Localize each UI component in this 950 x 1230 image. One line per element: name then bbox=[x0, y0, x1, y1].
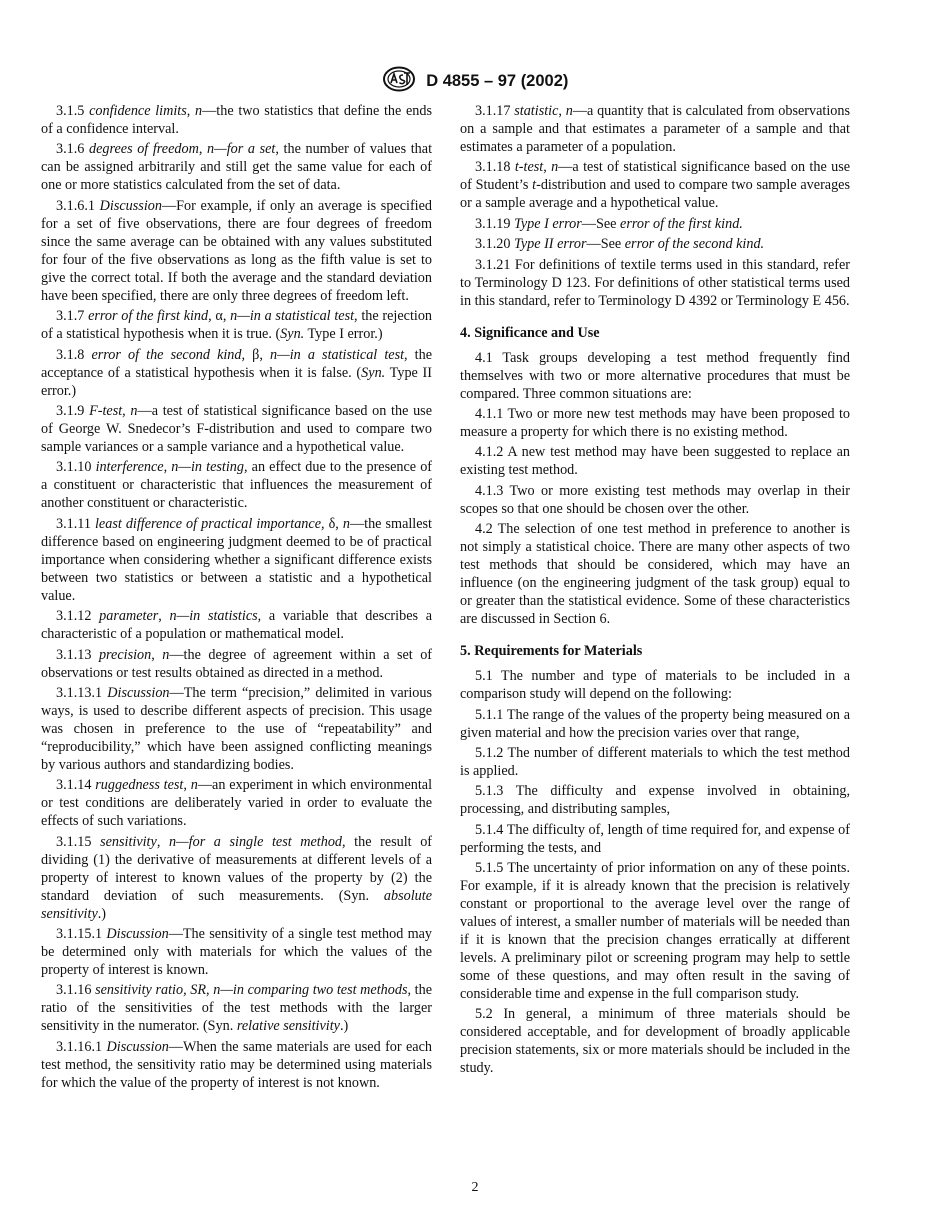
left-column bbox=[41, 102, 432, 1094]
paragraph: 3.1.6 degrees of freedom, n—for a set, the number of values that can be assigned arbitrarily and still get the same value for each of one or more statistics calculated from the set of data. bbox=[41, 141, 433, 194]
paragraph: 3.1.8 error of the second kind, β, n—in a statistical test, the acceptance of a statistical hypothesis when it is false. (Syn. Type II error.) bbox=[41, 346, 433, 399]
paragraph: 4.1.3 Two or more existing test methods may overlap in their scopes so that one should be chosen over the other. bbox=[460, 482, 850, 517]
paragraph: 3.1.6.1 Discussion—For example, if only an average is specified for a set of five observations, there are four degrees of freedom since the same average can be obtained with any values substituted for four of the five observations as long as the fifth value is set to give the correct total. If both the average and the standard deviation have been specified, there are only three degrees of freedom left. bbox=[41, 197, 433, 304]
astm-logo-icon bbox=[382, 66, 416, 97]
section-heading: 4. Significance and Use bbox=[460, 324, 600, 341]
paragraph: 5.2 In general, a minimum of three materials should be considered acceptable, and for development of broadly applicable precision statements, six or more materials should be included in the study. bbox=[460, 1006, 850, 1077]
paragraph: 3.1.21 For definitions of textile terms used in this standard, refer to Terminology D 123. For definitions of other statistical terms used in this standard, refer to Terminology D 4392 or Terminology E 456. bbox=[460, 256, 850, 309]
paragraph: 3.1.14 ruggedness test, n—an experiment in which environmental or test conditions are deliberately varied in order to evaluate the effects of such variations. bbox=[41, 777, 433, 830]
paragraph: 5.1.4 The difficulty of, length of time required for, and expense of performing the tests, and bbox=[460, 821, 850, 856]
paragraph: 5.1.1 The range of the values of the property being measured on a given material and how the precision varies over that range, bbox=[460, 706, 850, 741]
section-heading: 5. Requirements for Materials bbox=[460, 643, 643, 660]
paragraph: 3.1.10 interference, n—in testing, an effect due to the presence of a constituent or characteristic that influences the measurement of another constituent or characteristic. bbox=[41, 459, 433, 512]
paragraph: 4.1.2 A new test method may have been suggested to replace an existing test method. bbox=[460, 444, 850, 479]
paragraph: 3.1.18 t-test, n—a test of statistical significance based on the use of Student’s t-distribution and used to compare two sample averages or a sample average and a hypothetical value. bbox=[460, 159, 851, 212]
paragraph: 4.1.1 Two or more new test methods may have been proposed to measure a property for which there is no existing method. bbox=[460, 405, 850, 440]
paragraph: 5.1.5 The uncertainty of prior information on any of these points. For example, if it is already known that the precision is relatively constant or proportional to the average level over the range of values of interest, a smaller number of materials will be needed than if it is known that the precision changes erratically at different levels. A preliminary pilot or screening program may help to settle some of these questions, and may often result in the saving of considerable time and expense in the full comparison study. bbox=[460, 860, 850, 1003]
paragraph: 3.1.13 precision, n—the degree of agreement within a set of observations or test results obtained as directed in a method. bbox=[41, 646, 433, 681]
paragraph: 4.1 Task groups developing a test method frequently find themselves with two or more alternative procedures that must be compared. Three common situations are: bbox=[460, 349, 850, 402]
paragraph: 3.1.16.1 Discussion—When the same materials are used for each test method, the sensitivity ratio may be determined using materials for which the value of the property of interest is not known. bbox=[41, 1038, 432, 1091]
page-header bbox=[0, 66, 950, 97]
paragraph: 4.2 The selection of one test method in preference to another is not simply a statistical choice. There are many other aspects of two test methods that should be considered, which may have an influence (on the engineering judgment of the task group) equal to or greater than the statistical evidence. Some of these characteristics are discussed in Section 6. bbox=[460, 521, 850, 628]
right-column bbox=[460, 102, 850, 1080]
document-designation: D 4855 – 97 (2002) bbox=[426, 72, 569, 90]
paragraph: 3.1.16 sensitivity ratio, SR, n—in comparing two test methods, the ratio of the sensitivities of the test methods with the larger sensitivity in the numerator. (Syn. relative sensitivity.) bbox=[41, 982, 433, 1035]
paragraph: 3.1.13.1 Discussion—The term “precision,” delimited in various ways, is used to describe different aspects of precision. This usage was chosen in preference to the use of “repeatability” and “reproducibility,” which have been assigned conflicting meanings by various authors and standardizing bodies. bbox=[41, 684, 432, 773]
paragraph: 3.1.20 Type II error—See error of the second kind. bbox=[475, 236, 765, 253]
page-number: 2 bbox=[471, 1180, 479, 1195]
paragraph: 3.1.9 F-test, n—a test of statistical significance based on the use of George W. Snedecor’s F-distribution and used to compare two sample variances or a sample variance and a hypothetical value. bbox=[41, 402, 432, 455]
paragraph: 3.1.19 Type I error—See error of the first kind. bbox=[475, 215, 743, 232]
paragraph: 3.1.11 least difference of practical importance, δ, n—the smallest difference based on engineering judgment deemed to be of practical importance when considering whether a significant difference exists between two statistics or between a statistic and a hypothetical value. bbox=[41, 515, 433, 604]
paragraph: 3.1.12 parameter, n—in statistics, a variable that describes a characteristic of a population or mathematical model. bbox=[41, 608, 433, 643]
paragraph: 5.1 The number and type of materials to be included in a comparison study will depend on the following: bbox=[460, 668, 850, 703]
paragraph: 5.1.2 The number of different materials to which the test method is applied. bbox=[460, 744, 850, 779]
paragraph: 3.1.7 error of the first kind, α, n—in a statistical test, the rejection of a statistical hypothesis when it is true. (Syn. Type I error.) bbox=[41, 308, 433, 343]
paragraph: 3.1.17 statistic, n—a quantity that is calculated from observations on a sample and that estimates a parameter of a sample and that estimates a parameter of a population. bbox=[460, 103, 851, 155]
paragraph: 5.1.3 The difficulty and expense involved in obtaining, processing, and distributing samples, bbox=[460, 783, 850, 818]
paragraph: 3.1.15 sensitivity, n—for a single test method, the result of dividing (1) the derivative of measurements at different levels of a property of interest to known values of the property by (2) the standard deviation of such measurements. (Syn. absolute sensitivity.) bbox=[41, 833, 433, 922]
paragraph: 3.1.15.1 Discussion—The sensitivity of a single test method may be determined only with materials for which the values of the property of interest is known. bbox=[41, 926, 433, 979]
paragraph: 3.1.5 confidence limits, n—the two statistics that define the ends of a confidence interval. bbox=[41, 103, 433, 137]
